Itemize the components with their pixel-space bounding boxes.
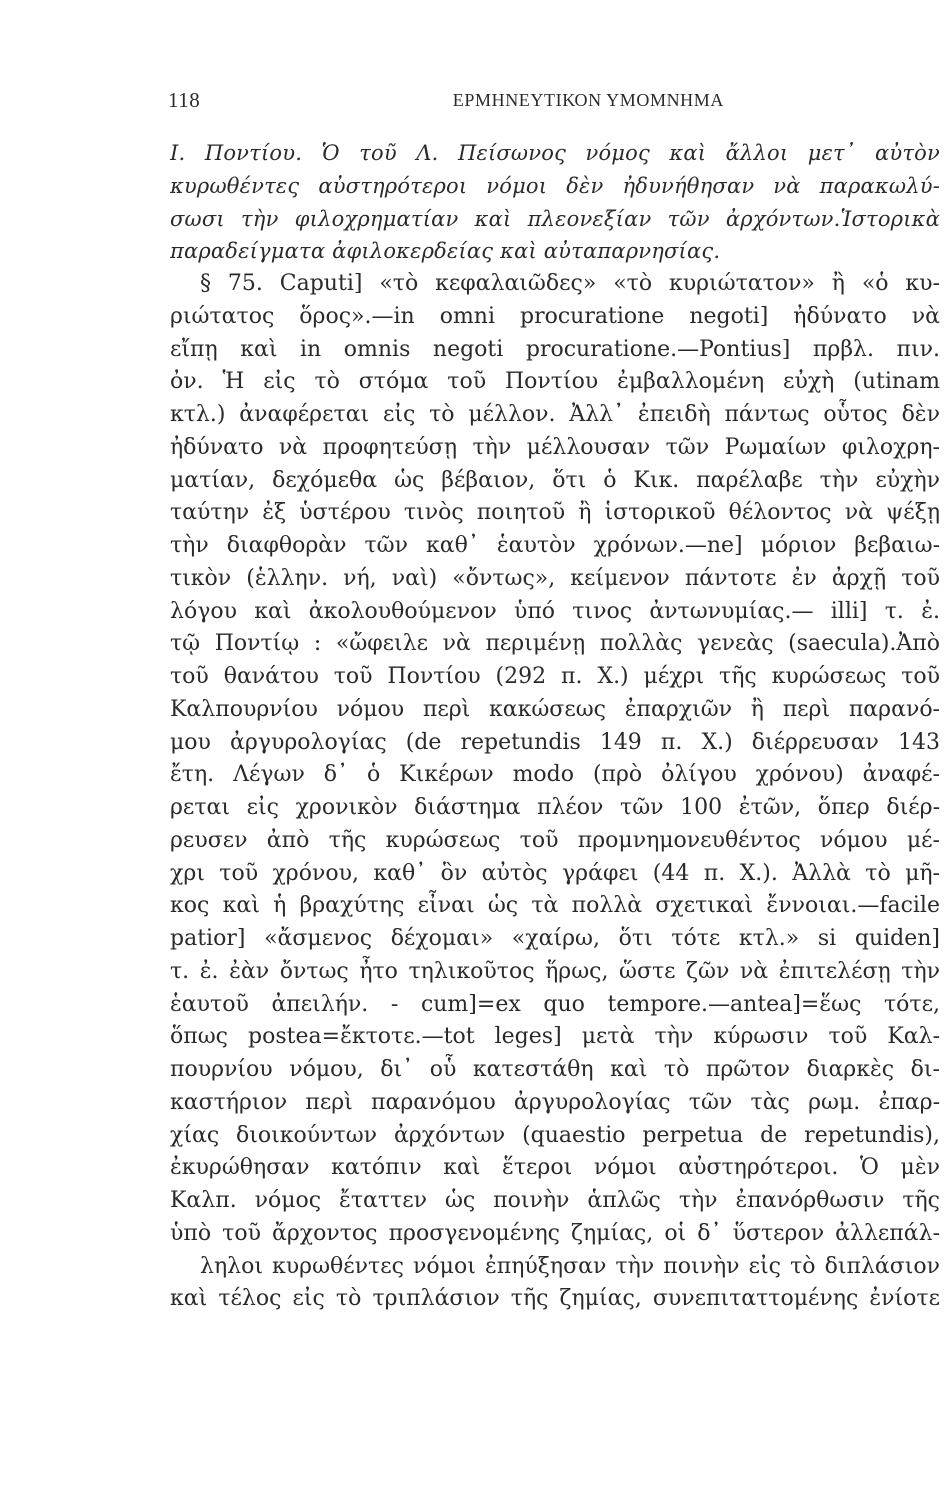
text-line: καστήριον περὶ παρανόμου ἀργυρολογίας τῶν τὰς ρωμ. ἐπαρ- <box>170 1089 940 1115</box>
text-line: ρεται εἰς χρονικὸν διάστημα πλέον τῶν 100 ἐτῶν, ὅπερ διέρ- <box>170 795 940 820</box>
text-line: ὅπως postea=ἔκτοτε.—tot leges] μετὰ τὴν κύρωσιν τοῦ Καλ- <box>170 1024 940 1050</box>
text-line: ἑαυτοῦ ἀπειλήν. - cum]=ex quo tempore.—antea]=ἕως τότε, <box>170 991 940 1017</box>
text-line: τ. ἐ. ἐὰν ὄντως ἦτο τηλικοῦτος ἥρως, ὥστε ζῶν νὰ ἐπιτελέσῃ τὴν <box>170 958 940 984</box>
text-line: σωσι τὴν φιλοχρηματίαν καὶ πλεονεξίαν τῶν ἀρχόντων.Ἱστορικὰ <box>170 206 940 231</box>
text-line: χρι τοῦ χρόνου, καθ᾽ ὃν αὐτὸς γράφει (44 π. Χ.). Ἀλλὰ τὸ μῆ- <box>170 860 940 886</box>
text-line: § 75. Caputi] «τὸ κεφαλαιῶδες» «τὸ κυριώτατον» ἢ «ὁ κυ- <box>200 271 940 296</box>
text-line: κος καὶ ἡ βραχύτης εἶναι ὡς τὰ πολλὰ σχετικαὶ ἔννοιαι.—facile <box>170 893 940 919</box>
text-line: Καλπ. νόμος ἔταττεν ὡς ποινὴν ἁπλῶς τὴν ἐπανόρθωσιν τῆς <box>170 1188 940 1213</box>
text-line: patior] «ἄσμενος δέχομαι» «χαίρω, ὅτι τότε κτλ.» si quiden] <box>170 926 940 951</box>
text-line: παραδείγματα ἀφιλοκερδείας καὶ αὐταπαρνησίας. <box>170 239 721 264</box>
text-line: τικὸν (ἑλλην. νή, ναὶ) «ὄντως», κείμενον πάντοτε ἐν ἀρχῇ τοῦ <box>170 565 940 591</box>
text-line: τὴν διαφθορὰν τῶν καθ᾽ ἑαυτὸν χρόνων.—ne] μόριον βεβαιω- <box>170 533 940 558</box>
page-number: 118 <box>168 88 201 112</box>
text-line: ληλοι κυρωθέντες νόμοι ἐπηύξησαν τὴν ποινὴν εἰς τὸ διπλάσιον <box>200 1253 940 1279</box>
text-line: Καλπουρνίου νόμου περὶ κακώσεως ἐπαρχιῶν ἢ περὶ παρανό- <box>170 696 940 722</box>
text-line: πουρνίου νόμου, δι᾽ οὗ κατεστάθη καὶ τὸ πρῶτον διαρκὲς δι- <box>170 1057 940 1082</box>
text-line: εἴπῃ καὶ in omnis negoti procuratione.—Pontius] πρβλ. πιν. <box>170 336 940 362</box>
text-line: ματίαν, δεχόμεθα ὡς βέβαιον, ὅτι ὁ Κικ. παρέλαβε τὴν εὐχὴν <box>170 467 940 493</box>
text-line: λόγου καὶ ἀκολουθούμενον ὑπό τινος ἀντωνυμίας.— illi] τ. ἐ. <box>170 598 940 624</box>
text-line: ὑπὸ τοῦ ἄρχοντος προσγενομένης ζημίας, οἱ δ᾽ ὕστερον ἀλλεπάλ- <box>170 1220 940 1246</box>
running-head <box>168 88 724 118</box>
text-line: ταύτην ἐξ ὑστέρου τινὸς ποιητοῦ ἢ ἱστορικοῦ θέλοντος νὰ ψέξῃ <box>170 500 940 526</box>
text-line: ρευσεν ἀπὸ τῆς κυρώσεως τοῦ προμνημονευθέντος νόμου μέ- <box>170 827 940 853</box>
text-line: καὶ τέλος εἰς τὸ τριπλάσιον τῆς ζημίας, συνεπιταττομένης ἐνίοτε <box>170 1286 940 1312</box>
text-line: κτλ.) ἀναφέρεται εἰς τὸ μέλλον. Ἀλλ᾽ ἐπειδὴ πάντως οὗτος δὲν <box>170 402 940 427</box>
text-line: Ι. Ποντίου. Ὁ τοῦ Λ. Πείσωνος νόμος καὶ ἄλλοι μετ᾽ αὐτὸν <box>170 141 940 165</box>
text-line: μου ἀργυρολογίας (de repetundis 149 π. Χ.) διέρρευσαν 143 <box>170 729 940 755</box>
text-line: ὀν. Ἡ εἰς τὸ στόμα τοῦ Ποντίου ἐμβαλλομένη εὐχὴ (utinam <box>170 369 940 395</box>
text-line: τῷ Ποντίῳ : «ὤφειλε νὰ περιμένῃ πολλὰς γενεὰς (saecula).Ἀπὸ <box>170 631 940 657</box>
text-line: ἔτη. Λέγων δ᾽ ὁ Κικέρων modo (πρὸ ὀλίγου χρόνου) ἀναφέ- <box>170 762 940 788</box>
text-line: τοῦ θανάτου τοῦ Ποντίου (292 π. Χ.) μέχρι τῆς κυρώσεως τοῦ <box>170 664 940 689</box>
text-line: ἠδύνατο νὰ προφητεύσῃ τὴν μέλλουσαν τῶν Ρωμαίων φιλοχρη- <box>170 434 940 460</box>
text-line: ἐκυρώθησαν κατόπιν καὶ ἕτεροι νόμοι αὐστηρότεροι. Ὁ μὲν <box>170 1155 940 1181</box>
text-line: χίας διοικούντων ἀρχόντων (quaestio perpetua de repetundis), <box>170 1122 940 1148</box>
commentary-text <box>170 137 940 1316</box>
text-line: ριώτατος ὅρος».—in omni procuratione negoti] ἠδύνατο νὰ <box>170 303 940 329</box>
text-line: κυρωθέντες αὐστηρότεροι νόμοι δὲν ἠδυνήθησαν νὰ παρακωλύ- <box>170 173 940 198</box>
running-title: ΕΡΜΗΝΕΥΤΙΚΟΝ ΥΜΟΜΝΗΜΑ <box>452 90 724 110</box>
